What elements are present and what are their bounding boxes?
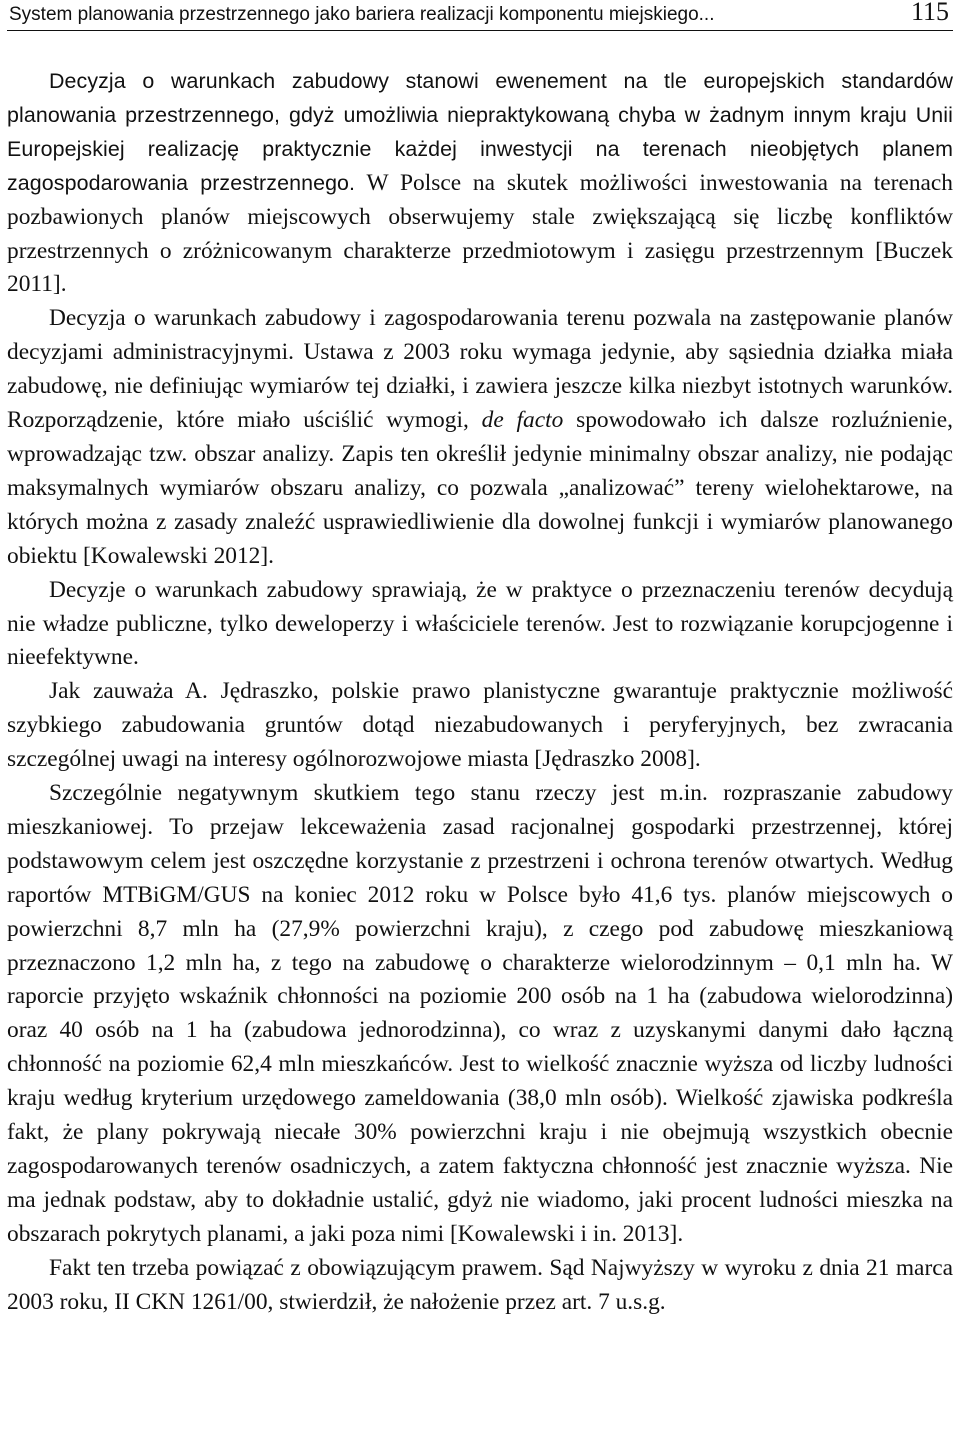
running-head-title: System planowania przestrzennego jako bariera realizacji komponentu miejskiego...	[9, 4, 715, 25]
paragraph-1-sans-segment: Decyzja o warunkach zabudowy stanowi ewenement na tle europejskich standardów planowania przestrzennego, gdyż umożliwia niepraktykowaną chyba w żadnym innym kraju Unii Europejskiej realizację praktycznie każdej inwestycji na terenach nieobjętych planem zagospodarowania przestrzennego.	[7, 69, 953, 195]
running-header	[7, 0, 953, 31]
page-number: 115	[910, 0, 949, 26]
body-text	[7, 65, 953, 1320]
paragraph-1-serif-segment: W Polsce na skutek możliwości inwestowania na terenach pozbawionych planów miejscowych obserwujemy stale zwiększającą się liczbę konfliktów przestrzennych o zróżnicowanym charakterze przedmiotowym i zasięgu przestrzennym [Buczek 2011].	[7, 169, 954, 298]
paragraph-3: Decyzje o warunkach zabudowy sprawiają, że w praktyce o przeznaczeniu terenów decydują nie władze publiczne, tylko deweloperzy i właściciele terenów. Jest to rozwiązanie korupcjogenne i nieefektywne.	[7, 576, 953, 671]
paragraph-6: Fakt ten trzeba powiązać z obowiązującym prawem. Sąd Najwyższy w wyroku z dnia 21 marca 2003 roku, II CKN 1261/00, stwierdził, że nałożenie przez art. 7 u.s.g.	[7, 1254, 953, 1315]
paragraph-2-italic-phrase: de facto	[481, 407, 564, 434]
paragraph-1	[7, 65, 953, 302]
paragraph-2	[7, 302, 953, 573]
paragraph-2-tail: spowodowało ich dalsze rozluźnienie, wprowadzając tzw. obszar analizy. Zapis ten określił jedynie minimalny obszar analizy, nie podając maksymalnych wymiarów obszaru analizy, co pozwala „analizować” tereny wielohektarowe, na których można z zasady znaleźć usprawiedliwienie dla dowolnej funkcji i wymiarów planowanego obiektu [Kowalewski 2012].	[7, 407, 953, 569]
paragraph-4: Jak zauważa A. Jędraszko, polskie prawo planistyczne gwarantuje praktycznie możliwość szybkiego zabudowania gruntów dotąd niezabudowanych i peryferyjnych, bez zwracania szczególnej uwagi na interesy ogólnorozwojowe miasta [Jędraszko 2008].	[7, 678, 953, 773]
paragraph-2-lead: Decyzja o warunkach zabudowy i zagospodarowania terenu pozwala na zastępowanie planów decyzjami administracyjnymi. Ustawa z 2003 roku wymaga jedynie, aby sąsiednia działka miała zabudowę, nie definiując wymiarów tej działki, i zawiera jeszcze kilka niezbyt istotnych warunków. Rozporządzenie, które miało uściślić wymogi,	[7, 305, 953, 434]
paragraph-5: Szczególnie negatywnym skutkiem tego stanu rzeczy jest m.in. rozpraszanie zabudowy mieszkaniowej. To przejaw lekceważenia zasad racjonalnej gospodarki przestrzennej, której podstawowym celem jest oszczędne korzystanie z przestrzeni i ochrona terenów otwartych. Według raportów MTBiGM/GUS na koniec 2012 roku w Polsce było 41,6 tys. planów miejscowych o powierzchni 8,7 mln ha (27,9% powierzchni kraju), z czego pod zabudowę mieszkaniową przeznaczono 1,2 mln ha, z tego na zabudowę o charakterze wielorodzinnym – 0,1 mln ha. W raporcie przyjęto wskaźnik chłonności na poziomie 200 osób na 1 ha (zabudowa wielorodzinna) oraz 40 osób na 1 ha (zabudowa jednorodzinna), co wraz z uzyskanymi danymi dało łączną chłonność na poziomie 62,4 mln mieszkańców. Jest to wielkość znacznie wyższa od liczby ludności kraju według kryterium urzędowego zameldowania (38,0 mln osób). Wielkość zjawiska podkreśla fakt, że plany pokrywają niecałe 30% powierzchni kraju i nie obejmują wszystkich obecnie zagospodarowanych terenów osadniczych, a zatem faktyczna chłonność jest znacznie wyższa. Nie ma jednak podstaw, aby to dokładnie ustalić, gdyż nie wiadomo, jaki procent ludności mieszka na obszarach pokrytych planami, a jaki poza nimi [Kowalewski i in. 2013].	[7, 780, 953, 1247]
